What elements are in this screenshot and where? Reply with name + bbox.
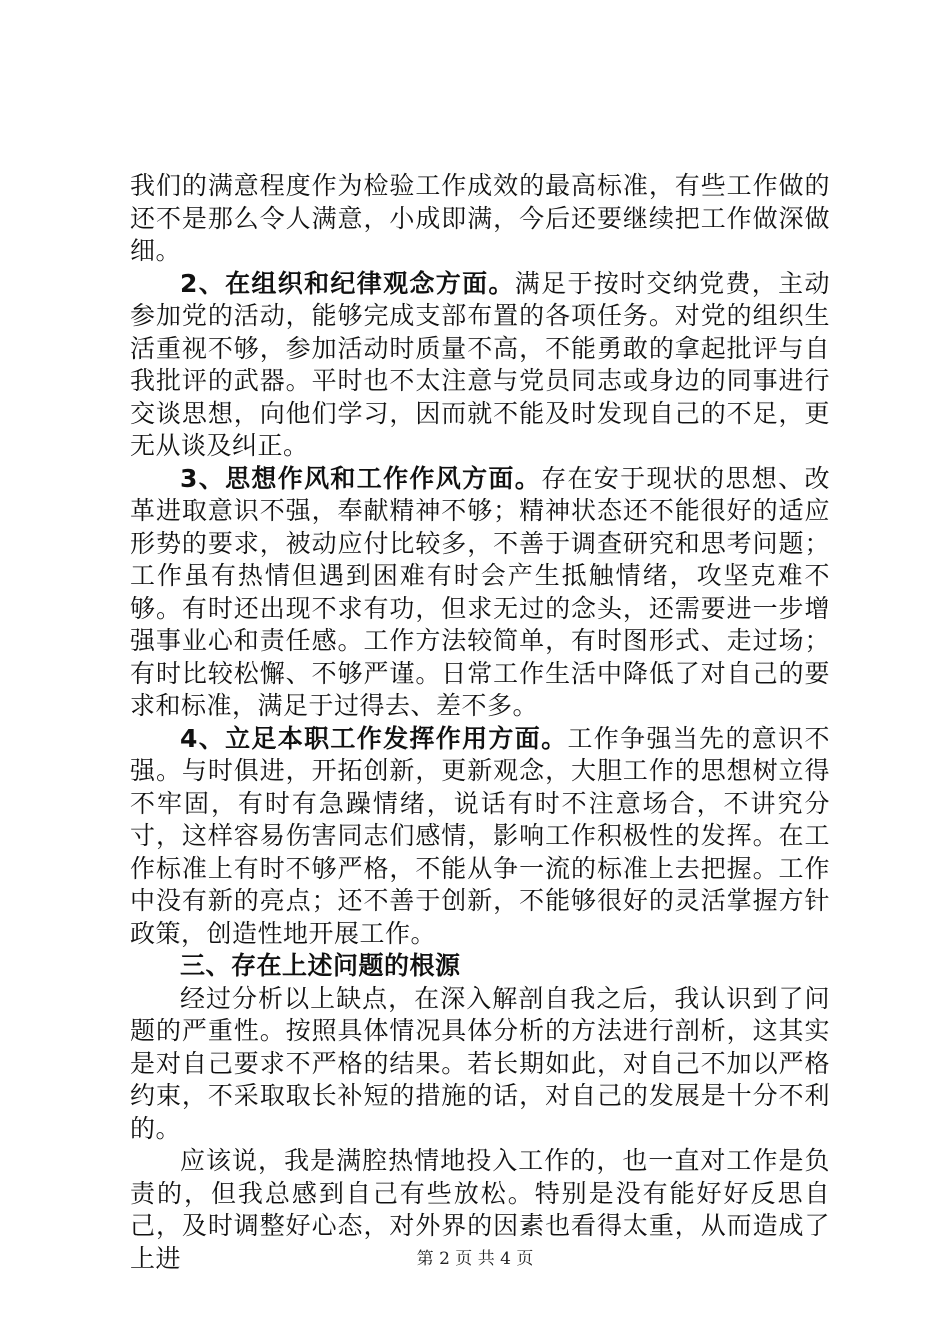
document-body [130,170,830,1275]
paragraph-text: 工作争强当先的意识不强。与时俱进，开拓创新，更新观念，大胆工作的思想树立得不牢固，有时有急躁情绪，说话有时不注意场合，不讲究分寸，这样容易伤害同志们感情，影响工作积极性的发挥。在工作标准上有时不够严格，不能从争一流的标准上去把握。工作中没有新的亮点；还不善于创新，不能够很好的灵活掌握方针政策，创造性地开展工作。 [130,723,830,948]
paragraph-continuation [130,170,830,268]
paragraph-job-role [130,723,830,951]
paragraph-organization-discipline [130,268,830,463]
page-footer: 第 2 页 共 4 页 [416,1249,534,1269]
paragraph-work-style [130,463,830,723]
paragraph-text: 存在安于现状的思想、改革进取意识不强，奉献精神不够；精神状态还不能很好的适应形势的要求，被动应付比较多，不善于调查研究和思考问题；工作虽有热情但遇到困难有时会产生抵触情绪，攻坚克难不够。有时还出现不求有功，但求无过的念头，还需要进一步增强事业心和责任感。工作方法较简单，有时图形式、走过场；有时比较松懈、不够严谨。日常工作生活中降低了对自己的要求和标准，满足于过得去、差不多。 [130,463,830,720]
paragraph-text: 应该说，我是满腔热情地投入工作的，也一直对工作是负责的，但我总感到自己有些放松。特别是没有能好好反思自己，及时调整好心态，对外界的因素也看得太重，从而造成了上进 [130,1146,830,1273]
paragraph-heading: 3、思想作风和工作作风方面。 [180,463,542,493]
paragraph-text: 满足于按时交纳党费，主动参加党的活动，能够完成支部布置的各项任务。对党的组织生活重视不够，参加活动时质量不高，不能勇敢的拿起批评与自我批评的武器。平时也不太注意与党员同志或身边的同事进行交谈思想，向他们学习，因而就不能及时发现自己的不足，更无从谈及纠正。 [130,268,830,460]
paragraph-heading: 2、在组织和纪律观念方面。 [180,268,515,298]
paragraph-text: 经过分析以上缺点，在深入解剖自我之后，我认识到了问题的严重性。按照具体情况具体分析的方法进行剖析，这其实是对自己要求不严格的结果。若长期如此，对自己不加以严格约束，不采取取长补短的措施的话，对自己的发展是十分不利的。 [130,983,830,1143]
section-heading-root-causes [130,950,830,983]
paragraph-heading: 4、立足本职工作发挥作用方面。 [180,723,568,753]
section-heading: 三、存在上述问题的根源 [180,951,461,980]
paragraph-text: 我们的满意程度作为检验工作成效的最高标准，有些工作做的还不是那么令人满意，小成即满，今后还要继续把工作做深做细。 [130,171,830,265]
paragraph-analysis [130,983,830,1146]
